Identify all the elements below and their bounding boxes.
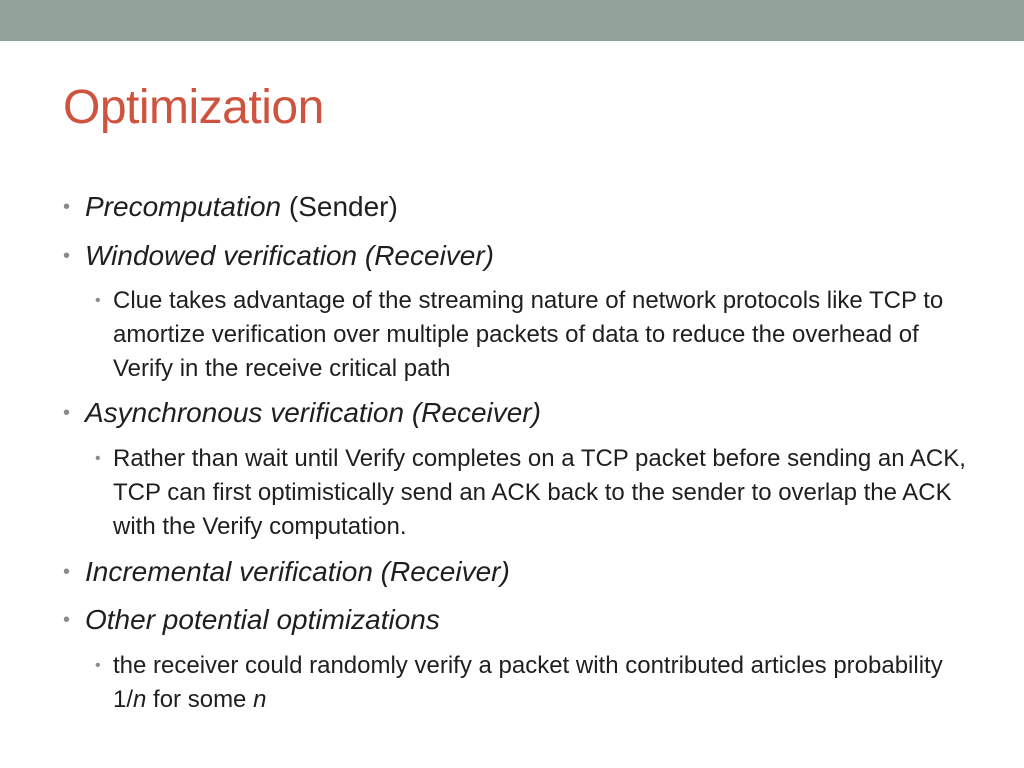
- sub-bullet-text: the receiver could randomly verify a packet with contributed articles probability 1/: [113, 652, 943, 713]
- bullet-emphasis: Incremental verification (Receiver): [85, 556, 510, 587]
- bullet-dot-icon: •: [63, 561, 71, 583]
- sub-bullet-text: for some: [146, 686, 254, 713]
- bullet-asynchronous-verification: [63, 396, 993, 430]
- sub-bullet-async: [95, 442, 975, 544]
- bullet-incremental-verification: [63, 555, 993, 589]
- bullet-dot-icon: •: [63, 196, 71, 218]
- math-variable: n: [133, 686, 147, 713]
- bullet-dot-icon: •: [95, 657, 101, 674]
- bullet-emphasis: Precomputation: [85, 191, 282, 222]
- bullet-dot-icon: •: [63, 402, 71, 424]
- slide-title: Optimization: [63, 81, 324, 134]
- bullet-other-optimizations: [63, 603, 993, 637]
- sub-bullet-text: Rather than wait until Verify completes on a TCP packet before sending an ACK, TCP can first optimistically send an ACK back to the sender to overlap the ACK with the Verify computation.: [113, 445, 966, 540]
- sub-bullet-text: Clue takes advantage of the streaming nature of network protocols like TCP to amortize verification over multiple packets of data to reduce the overhead of Verify in the receive critical path: [113, 287, 944, 382]
- bullet-dot-icon: •: [63, 245, 71, 267]
- sub-bullet-clue: [95, 284, 975, 386]
- bullet-dot-icon: •: [63, 609, 71, 631]
- bullet-dot-icon: •: [95, 292, 101, 309]
- bullet-emphasis: Asynchronous verification (Receiver): [85, 397, 541, 428]
- bullet-dot-icon: •: [95, 450, 101, 467]
- sub-bullet-random-verify: [95, 649, 975, 717]
- bullet-windowed-verification: [63, 239, 993, 273]
- bullet-precomputation: [63, 190, 993, 224]
- bullet-emphasis: Other potential optimizations: [85, 604, 440, 635]
- bullet-emphasis: Windowed verification (Receiver): [85, 240, 495, 271]
- bullet-text: (Sender): [281, 191, 398, 222]
- math-variable: n: [253, 686, 267, 713]
